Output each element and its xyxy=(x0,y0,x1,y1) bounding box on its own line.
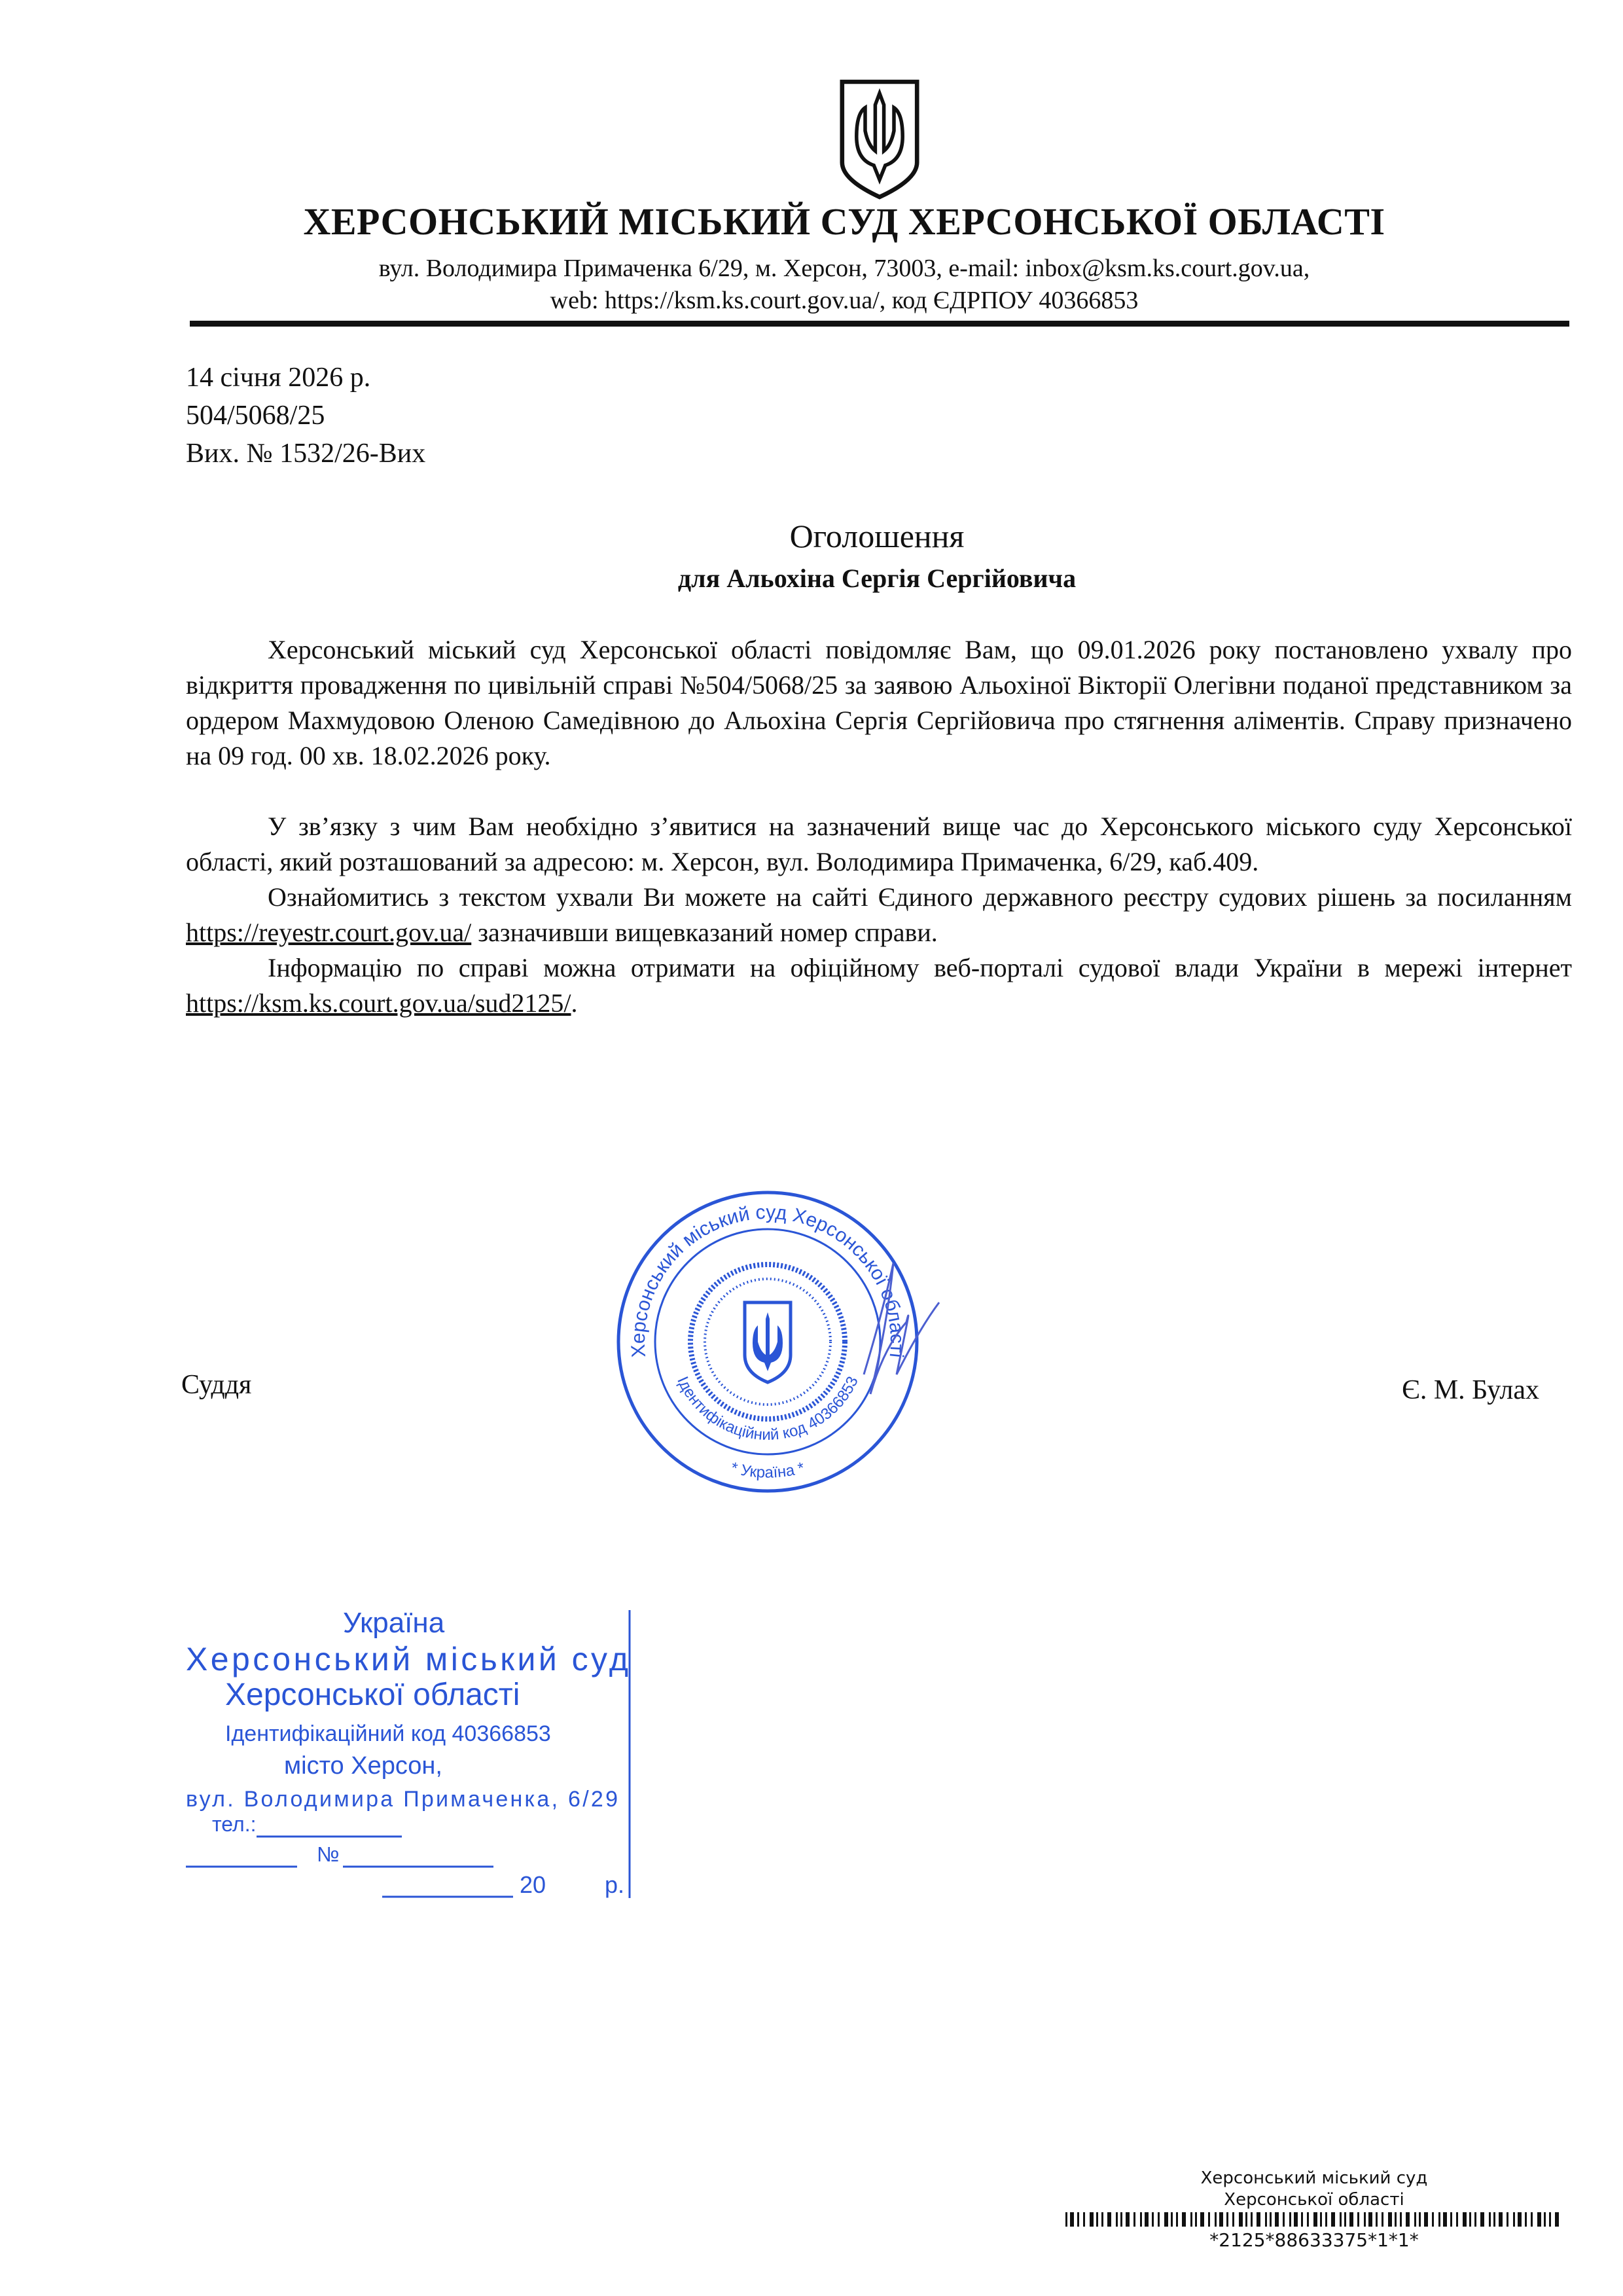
barcode-bar xyxy=(1126,2212,1130,2227)
barcode-bar xyxy=(1493,2212,1495,2227)
outgoing-number: Вих. № 1532/26-Вих xyxy=(186,439,426,469)
notice-heading: Оголошення xyxy=(789,518,965,554)
barcode-bar xyxy=(1340,2212,1342,2227)
barcode-bar xyxy=(1208,2212,1210,2227)
barcode-bar xyxy=(1215,2212,1217,2227)
barcode-bar xyxy=(1544,2212,1546,2227)
barcode-bar xyxy=(1257,2212,1260,2227)
text: зазначивши вищевказаний номер справи. xyxy=(471,918,938,947)
stamp-line: Україна xyxy=(343,1610,445,1639)
barcode-bar xyxy=(1195,2212,1197,2227)
barcode-bar xyxy=(1283,2212,1285,2227)
barcode-bar xyxy=(1070,2212,1074,2227)
barcode-bar xyxy=(1432,2212,1434,2227)
notice-paragraphs xyxy=(186,632,1572,1021)
barcode-bar xyxy=(1158,2212,1160,2227)
paragraph-text: Херсонський міський суд Херсонської області повідомляє Вам, що 09.01.2026 року постановлено ухвалу про відкриття провадження по цивільній справі №504/5068/25 за заявою Альохіної Вікторії Олегівни поданої представником за ордером Махмудовою Оленою Самедівною до Альохіна Сергія Сергійовича про стягнення аліментів. Справу призначено на 09 год. 00 хв. 18.02.2026 року. xyxy=(186,635,1572,770)
barcode-bar xyxy=(1555,2212,1559,2227)
barcode-bar xyxy=(1414,2212,1416,2227)
text: . xyxy=(571,988,578,1018)
registration-stamp xyxy=(186,1610,631,1898)
text: Ознайомитись з текстом ухвали Ви можете на сайті Єдиного державного реєстру судових рішень за посиланням xyxy=(268,882,1572,912)
barcode-bar xyxy=(1357,2212,1359,2227)
barcode-bar xyxy=(1083,2212,1085,2227)
barcode-bar xyxy=(1438,2212,1440,2227)
barcode-bar xyxy=(1251,2212,1253,2227)
barcode-bar xyxy=(1406,2212,1410,2227)
barcode-bar xyxy=(1182,2212,1186,2227)
court-title: ХЕРСОНСЬКИЙ МІСЬКИЙ СУД ХЕРСОНСЬКОЇ ОБЛАСТІ xyxy=(303,200,1385,243)
case-number: 504/5068/25 xyxy=(186,401,325,431)
barcode-bar xyxy=(1116,2212,1118,2227)
stamp-line: Ідентифікаційний код 40366853 xyxy=(225,1721,551,1746)
barcode-number: *2125*88633375*1*1* xyxy=(1209,2229,1419,2251)
court-seal xyxy=(602,1178,942,1505)
seal-inner-text: Ідентифікаційний код 40366853 xyxy=(673,1373,862,1444)
stamp-line: вул. Володимира Примаченка, 6/29 xyxy=(186,1787,618,1812)
paragraph-text xyxy=(186,950,1572,1021)
barcode-bar xyxy=(1313,2212,1317,2227)
barcode-bar xyxy=(1349,2212,1353,2227)
barcode-bar xyxy=(1450,2212,1452,2227)
barcode-bar xyxy=(1507,2212,1508,2227)
barcode-bar xyxy=(1176,2212,1178,2227)
footer-court-name xyxy=(1064,2168,1564,2211)
barcode-bar xyxy=(1382,2212,1383,2227)
barcode-bar xyxy=(1531,2212,1533,2227)
barcode-bar xyxy=(1096,2212,1098,2227)
paragraph-text xyxy=(186,880,1572,950)
barcode-bar xyxy=(1456,2212,1458,2227)
barcode-bar xyxy=(1344,2212,1346,2227)
barcode-bar xyxy=(1395,2212,1397,2227)
barcode-bar xyxy=(1077,2212,1079,2227)
stamp-line: Херсонський міський суд xyxy=(186,1641,628,1677)
barcode-bar xyxy=(1480,2212,1484,2227)
barcode-bar xyxy=(1101,2212,1103,2227)
stamp-line: р. xyxy=(605,1871,625,1898)
court-address: вул. Володимира Примаченка 6/29, м. Херсон, 73003, e-mail: inbox@ksm.ks.court.gov.ua, xyxy=(378,255,1310,282)
barcode-bar xyxy=(1513,2212,1515,2227)
notice-addressee: для Альохіна Сергія Сергійовича xyxy=(677,564,1077,593)
barcode-bar xyxy=(1219,2212,1223,2227)
judge-label: Суддя xyxy=(181,1370,252,1400)
barcode-bar xyxy=(1294,2212,1298,2227)
text: Інформацію по справі можна отримати на офіційному веб-порталі судової влади України в мережі інтернет xyxy=(268,953,1572,982)
barcode-bar xyxy=(1133,2212,1135,2227)
barcode-bar xyxy=(1499,2212,1503,2227)
barcode-bar xyxy=(1190,2212,1192,2227)
reyestr-link[interactable]: https://reyestr.court.gov.ua/ xyxy=(186,918,472,947)
barcode-bar xyxy=(1245,2212,1247,2227)
barcode-bar xyxy=(1518,2212,1522,2227)
barcode-bar xyxy=(1275,2212,1279,2227)
document-date: 14 січня 2026 р. xyxy=(186,363,371,393)
barcode-bar xyxy=(1424,2212,1428,2227)
barcode-bar xyxy=(1239,2212,1243,2227)
paragraph-text: У зв’язку з чим Вам необхідно з’явитися на зазначений вище час до Херсонського міського суду Херсонської області, який розташований за адресою: м. Херсон, вул. Володимира Примаченка, 6/29, каб.409. xyxy=(186,812,1572,876)
footer-court-line: Херсонської області xyxy=(1224,2190,1404,2210)
seal-bottom-text: * Україна * xyxy=(728,1459,807,1482)
barcode-bar xyxy=(1525,2212,1527,2227)
judge-name: Є. М. Булах xyxy=(1402,1375,1539,1405)
barcode-bar xyxy=(1419,2212,1421,2227)
barcode-bar xyxy=(1145,2212,1149,2227)
barcode-bar xyxy=(1200,2212,1204,2227)
stamp-line: Херсонської області xyxy=(225,1677,520,1712)
stamp-line: тел.: xyxy=(212,1812,257,1836)
barcode-bar xyxy=(1152,2212,1154,2227)
barcode-bar xyxy=(1463,2212,1467,2227)
barcode-bar xyxy=(1164,2212,1168,2227)
seal-outer-text: Херсонський міський суд Херсонської області xyxy=(627,1201,908,1359)
barcode-bar xyxy=(1368,2212,1372,2227)
stamp-line: 20 xyxy=(520,1871,546,1898)
trident-coat-of-arms-icon xyxy=(836,79,923,200)
barcode-bar xyxy=(1107,2212,1111,2227)
court-web-code: web: https://ksm.ks.court.gov.ua/, код ЄДРПОУ 40366853 xyxy=(550,287,1139,314)
barcode-bar xyxy=(1171,2212,1173,2227)
barcode-bar xyxy=(1232,2212,1234,2227)
barcode-bar xyxy=(1320,2212,1322,2227)
stamp-line: № xyxy=(317,1842,340,1866)
barcode-bar xyxy=(1443,2212,1447,2227)
barcode-bar xyxy=(1301,2212,1303,2227)
barcode-bar xyxy=(1489,2212,1491,2227)
barcode xyxy=(1064,2212,1564,2227)
barcode-bar xyxy=(1331,2212,1335,2227)
barcode-bar xyxy=(1140,2212,1142,2227)
barcode-bar xyxy=(1120,2212,1122,2227)
barcode-bar xyxy=(1400,2212,1402,2227)
stamp-line: місто Херсон, xyxy=(284,1752,442,1780)
court-portal-link[interactable]: https://ksm.ks.court.gov.ua/sud2125/ xyxy=(186,988,571,1018)
barcode-bar xyxy=(1474,2212,1476,2227)
barcode-bar xyxy=(1325,2212,1327,2227)
barcode-bar xyxy=(1549,2212,1551,2227)
barcode-bar xyxy=(1537,2212,1541,2227)
barcode-bar xyxy=(1270,2212,1272,2227)
barcode-bar xyxy=(1289,2212,1291,2227)
barcode-bar xyxy=(1388,2212,1392,2227)
barcode-bar xyxy=(1469,2212,1471,2227)
footer-court-line: Херсонський міський суд xyxy=(1200,2168,1428,2188)
svg-text:* Україна * xyxy=(729,1459,806,1481)
barcode-bar xyxy=(1226,2212,1228,2227)
barcode-bar xyxy=(1265,2212,1267,2227)
barcode-bar xyxy=(1376,2212,1378,2227)
header-divider xyxy=(190,321,1569,327)
barcode-bar xyxy=(1364,2212,1366,2227)
barcode-bar xyxy=(1065,2212,1067,2227)
barcode-bar xyxy=(1090,2212,1094,2227)
barcode-bar xyxy=(1307,2212,1309,2227)
